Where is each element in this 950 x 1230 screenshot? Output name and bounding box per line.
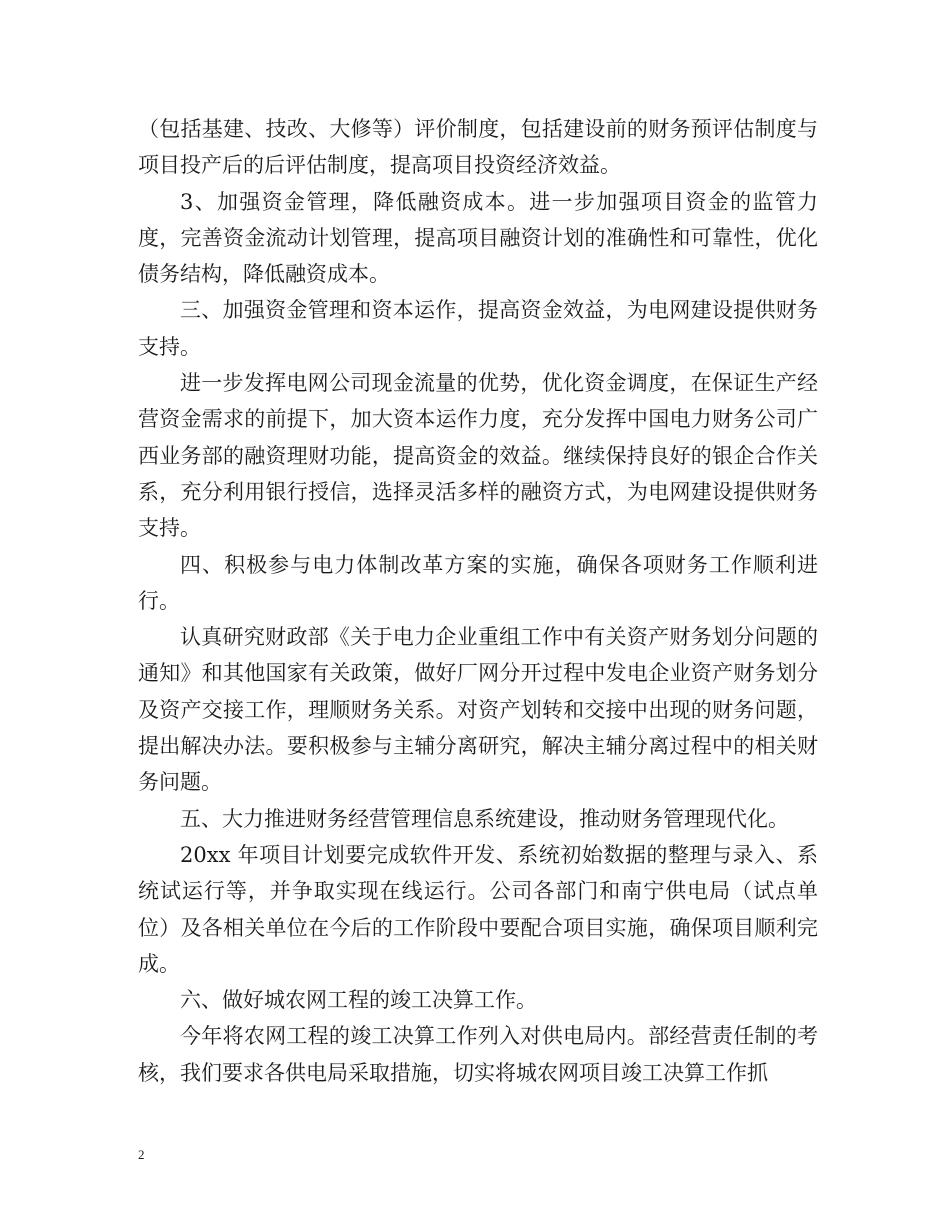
section-heading: 三、加强资金管理和资本运作，提高资金效益，为电网建设提供财务支持。 [138,298,818,359]
section-heading: 五、大力推进财务经营管理信息系统建设，推动财务管理现代化。 [180,806,789,831]
paragraph: 认真研究财政部《关于电力企业重组工作中有关资产财务划分问题的通知》和其他国家有关政策，做好厂网分开过程中发电企业资产财务划分及资产交接工作，理顺财务关系。对资产划转和交接中出现的财务问题，提出解决办法。要积极参与主辅分离研究，解决主辅分离过程中的相关财务问题。 [138,625,818,795]
paragraph: 3、加强资金管理，降低融资成本。进一步加强项目资金的监管力度，完善资金流动计划管理，提高项目融资计划的准确性和可靠性，优化债务结构，降低融资成本。 [138,189,818,287]
paragraph: 20xx 年项目计划要完成软件开发、系统初始数据的整理与录入、系统试运行等，并争取实现在线运行。公司各部门和南宁供电局（试点单位）及各相关单位在今后的工作阶段中要配合项目实施，确保项目顺利完成。 [138,842,818,976]
paragraph: （包括基建、技改、大修等）评价制度，包括建设前的财务预评估制度与项目投产后的后评估制度，提高项目投资经济效益。 [138,117,818,178]
section-heading: 六、做好城农网工程的竣工决算工作。 [180,988,537,1013]
document-body [138,111,818,1091]
paragraph: 今年将农网工程的竣工决算工作列入对供电局内。部经营责任制的考核，我们要求各供电局采取措施，切实将城农网项目竣工决算工作抓 [138,1024,818,1085]
paragraph: 进一步发挥电网公司现金流量的优势，优化资金调度，在保证生产经营资金需求的前提下，加大资本运作力度，充分发挥中国电力财务公司广西业务部的融资理财功能，提高资金的效益。继续保持良好的银企合作关系，充分利用银行授信，选择灵活多样的融资方式，为电网建设提供财务支持。 [138,371,818,541]
section-heading: 四、积极参与电力体制改革方案的实施，确保各项财务工作顺利进行。 [138,552,818,613]
page-number: 2 [138,1147,145,1162]
